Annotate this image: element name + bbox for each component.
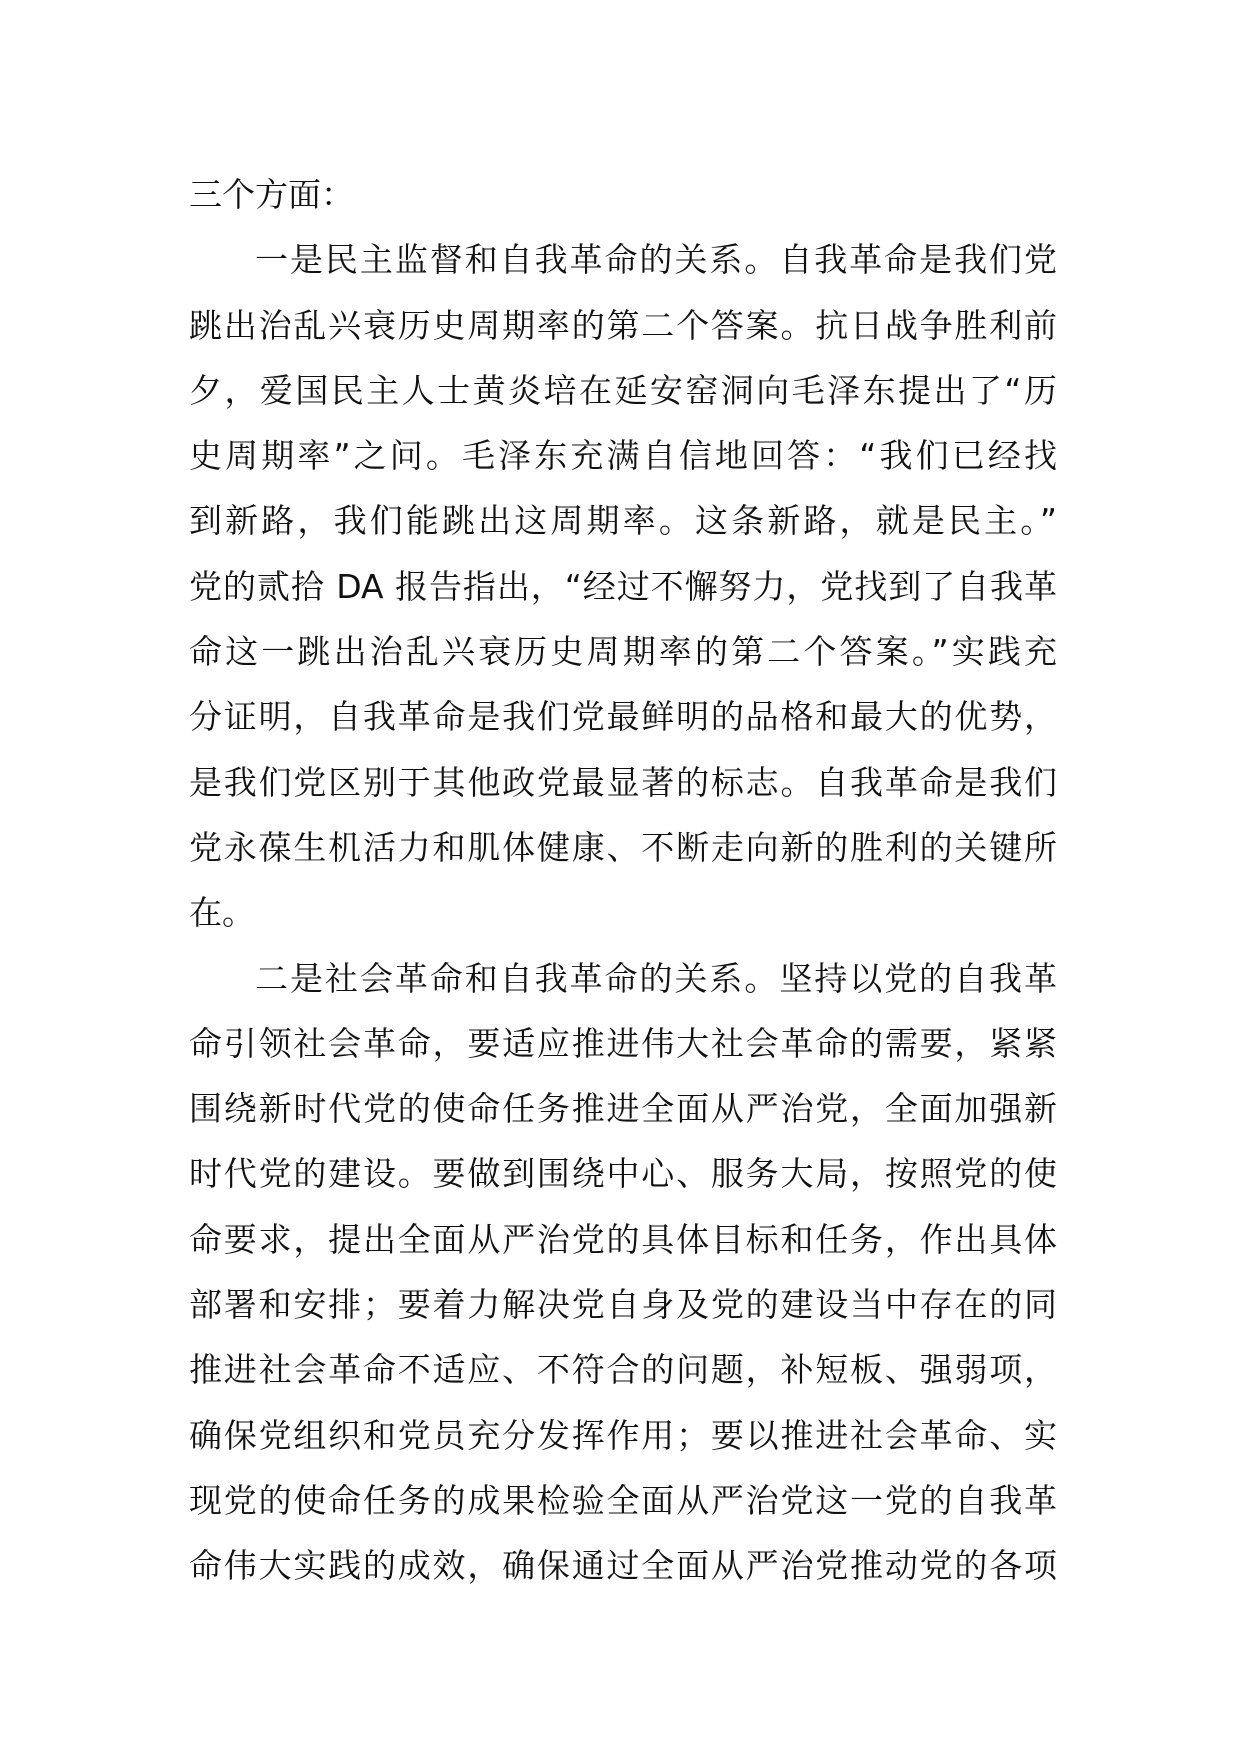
text-line: 三个方面： [189, 175, 354, 214]
text-line: 确保党组织和党员充分发挥作用；要以推进社会革命、实 [189, 1415, 1057, 1455]
paragraph-last-line: 在。 [189, 893, 255, 933]
text-line: 命引领社会革命，要适应推进伟大社会革命的需要，紧紧 [189, 1023, 1057, 1063]
text-line: 史周期率”之问。毛泽东充满自信地回答：“我们已经找 [189, 436, 1057, 476]
paragraph-first-line: 一是民主监督和自我革命的关系。自我革命是我们党 [255, 240, 1057, 280]
text-line: 党的贰拾 DA 报告指出，“经过不懈努力，党找到了自我革 [189, 566, 1057, 606]
text-line: 是我们党区别于其他政党最显著的标志。自我革命是我们 [189, 762, 1057, 802]
text-line: 时代党的建设。要做到围绕中心、服务大局，按照党的使 [189, 1154, 1057, 1194]
text-line: 围绕新时代党的使命任务推进全面从严治党，全面加强新 [189, 1089, 1057, 1129]
text-line: 现党的使命任务的成果检验全面从严治党这一党的自我革 [189, 1480, 1057, 1520]
text-line: 夕，爱国民主人士黄炎培在延安窑洞向毛泽东提出了“历 [189, 370, 1057, 410]
text-line: 命伟大实践的成效，确保通过全面从严治党推动党的各项 [189, 1546, 1057, 1586]
text-line: 党永葆生机活力和肌体健康、不断走向新的胜利的关键所 [189, 827, 1057, 867]
text-line: 跳出治乱兴衰历史周期率的第二个答案。抗日战争胜利前 [189, 305, 1057, 345]
text-line: 命要求，提出全面从严治党的具体目标和任务，作出具体 [189, 1219, 1057, 1259]
paragraph-first-line: 二是社会革命和自我革命的关系。坚持以党的自我革 [255, 958, 1057, 998]
body-text [189, 162, 1057, 1599]
text-line: 推进社会革命不适应、不符合的问题，补短板、强弱项， [189, 1350, 1057, 1390]
text-line: 命这一跳出治乱兴衰历史周期率的第二个答案。”实践充 [189, 632, 1057, 672]
text-line: 分证明，自我革命是我们党最鲜明的品格和最大的优势， [189, 697, 1057, 737]
text-line: 到新路，我们能跳出这周期率。这条新路，就是民主。” [189, 501, 1057, 541]
text-line: 部署和安排；要着力解决党自身及党的建设当中存在的同 [189, 1285, 1057, 1325]
